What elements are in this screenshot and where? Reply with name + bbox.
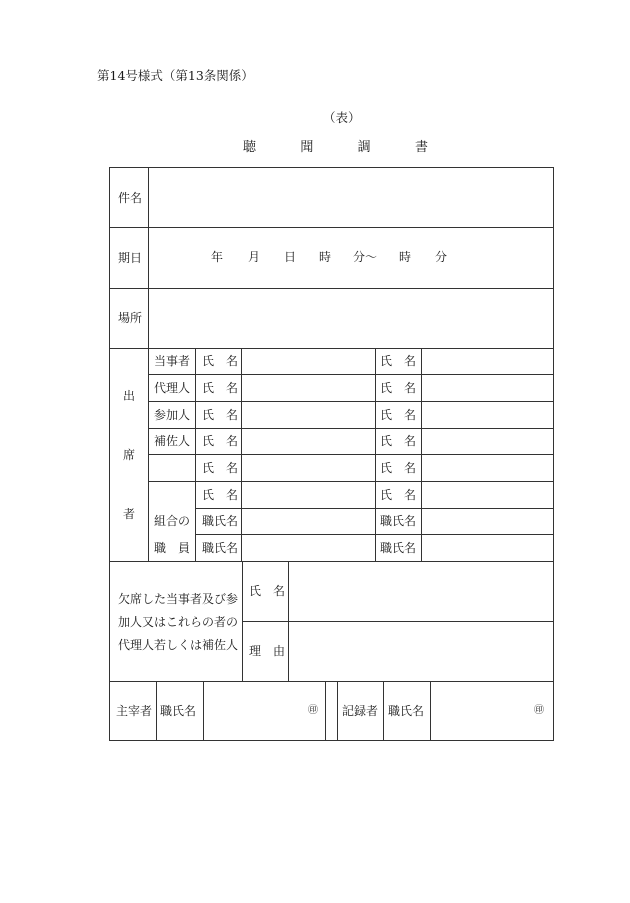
attendee-role: 参加人 [154,408,191,422]
date-unit-year: 年 [211,250,224,264]
attendee-name-input[interactable] [242,375,375,401]
attendee-role: 組合の [154,514,191,528]
attendee-role: 代理人 [154,381,191,395]
presiding-officer-label: 主宰者 [116,704,153,718]
attendee-name-input[interactable] [422,375,553,401]
absent-description-line-2: 加人又はこれらの者の [118,615,239,629]
recorder-label: 記録者 [342,704,379,718]
case-name-field[interactable] [149,168,553,227]
side-label: （表） [323,110,361,125]
signature-line [383,681,384,741]
date-unit-day: 日 [284,250,297,264]
attendee-name-input[interactable] [242,455,375,481]
absent-reason-field[interactable] [289,622,553,681]
attendee-name-input[interactable] [242,349,375,374]
attendee-name-label: 氏 名 [202,461,239,475]
absent-name-field[interactable] [289,562,553,621]
signature-line [156,681,157,741]
row-divider [110,227,553,228]
hearing-record-form [109,167,554,741]
attendee-name-label: 氏 名 [380,434,417,448]
document-title [243,136,428,155]
signature-line [325,681,326,741]
attendee-name-input[interactable] [422,482,553,508]
date-unit-hour-end: 時 [399,250,412,264]
title-char: 聞 [300,140,314,155]
title-char: 調 [357,140,371,155]
attendees-label-char: 者 [123,507,136,521]
date-label: 期日 [118,251,143,265]
absent-name-label: 氏 名 [249,584,286,598]
attendee-name-label: 氏 名 [202,408,239,422]
attendees-label-char: 席 [123,448,136,462]
attendees-label-char: 出 [123,389,136,403]
attendee-role: 職 員 [154,541,191,555]
attendee-name-input[interactable] [242,535,375,561]
attendee-name-input[interactable] [422,509,553,534]
attendee-name-input[interactable] [422,455,553,481]
case-name-label: 件名 [118,191,143,205]
absent-reason-label: 理 由 [249,644,286,658]
attendee-name-input[interactable] [422,429,553,454]
attendee-name-label: 氏 名 [202,354,239,368]
date-unit-hour: 時 [319,250,332,264]
place-label: 場所 [118,311,143,325]
attendee-name-label: 職氏名 [202,514,239,528]
attendee-name-label: 氏 名 [202,434,239,448]
title-char: 聴 [243,140,257,155]
date-unit-minute: 分～ [353,250,378,264]
absent-description-line-1: 欠席した当事者及び参 [118,592,239,606]
presiding-officer-field-label: 職氏名 [160,704,197,718]
recorder-field-label: 職氏名 [388,704,425,718]
attendee-name-label: 氏 名 [380,381,417,395]
attendee-name-input[interactable] [242,509,375,534]
signature-line [337,681,338,741]
place-field[interactable] [149,289,553,348]
attendee-name-input[interactable] [242,402,375,428]
seal-mark: ㊞ [534,705,544,716]
attendee-name-input[interactable] [242,482,375,508]
attendee-name-input[interactable] [242,429,375,454]
date-unit-month: 月 [248,250,261,264]
attendee-name-input[interactable] [422,402,553,428]
attendee-name-label: 氏 名 [380,354,417,368]
attendee-name-label: 氏 名 [202,381,239,395]
presiding-officer-name-field[interactable] [204,682,325,741]
attendee-name-label: 職氏名 [202,541,239,555]
seal-mark: ㊞ [308,705,318,716]
date-unit-minute-end: 分 [435,250,448,264]
attendee-name-label: 氏 名 [380,461,417,475]
attendee-name-input[interactable] [422,349,553,374]
attendee-name-label: 職氏名 [380,541,417,555]
absent-description-line-3: 代理人若しくは補佐人 [118,638,239,652]
attendee-name-label: 職氏名 [380,514,417,528]
attendee-role: 当事者 [154,354,191,368]
attendee-name-input[interactable] [422,535,553,561]
form-number: 第14号様式（第13条関係） [97,68,254,83]
attendee-name-label: 氏 名 [380,408,417,422]
attendee-name-label: 氏 名 [202,488,239,502]
attendee-role: 補佐人 [154,434,191,448]
attendee-name-label: 氏 名 [380,488,417,502]
title-char: 書 [414,140,428,155]
